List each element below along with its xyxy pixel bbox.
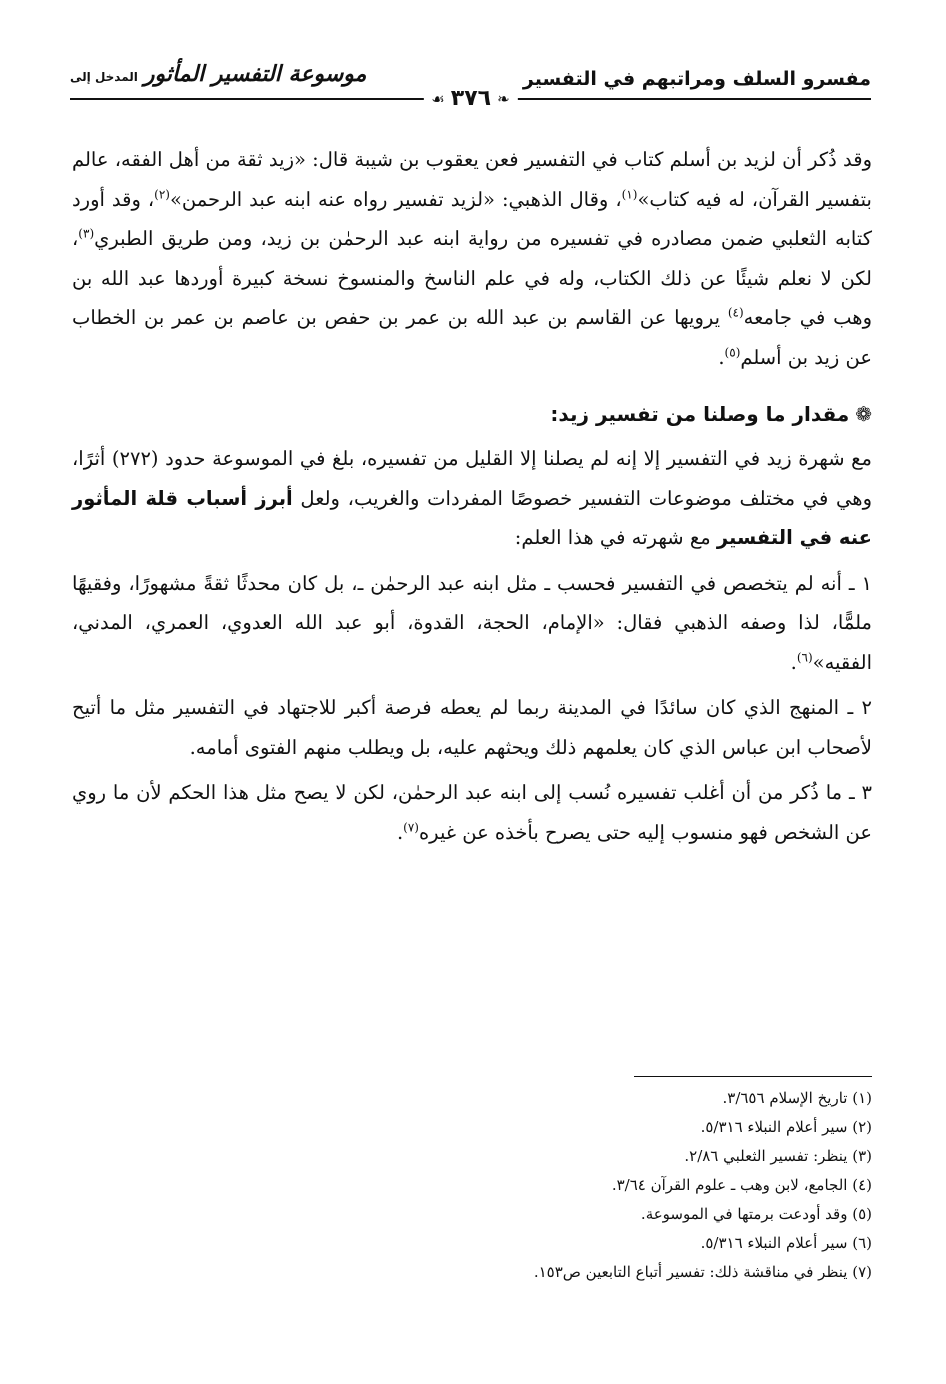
- paragraph-4: [72, 688, 872, 767]
- ornament-left-icon: ☙: [431, 89, 445, 108]
- bold-phrase: أبرز أسباب قلة المأثور عنه في التفسير: [72, 486, 872, 549]
- footnote-ref-4[interactable]: (٤): [727, 305, 744, 320]
- footnote-7: (٧) ينظر في مناقشة ذلك: تفسير أتباع التابعين ص١٥٣.: [533, 1263, 872, 1281]
- footnote-separator: [634, 1076, 872, 1077]
- footnote-3: (٣) ينظر: تفسير الثعلبي ٢/٨٦.: [684, 1147, 872, 1165]
- text-run: مع شهرة زيد في التفسير إلا إنه لم يصلنا إلا القليل من تفسيره، بلغ في الموسوعة حدود (٢٧٢) أثرًا، وهي في مختلف موضوعات التفسير خصوصًا المفردات والغريب، ولعل: [72, 447, 872, 510]
- page-header: [70, 60, 871, 111]
- footnote-2: (٢) سير أعلام النبلاء ٥/٣١٦.: [700, 1118, 872, 1136]
- book-prefix: المدخل إلى: [70, 70, 138, 84]
- chapter-title: مفسرو السلف ومراتبهم في التفسير: [522, 68, 871, 90]
- section-heading: [72, 395, 872, 433]
- section-heading-text: مقدار ما وصلنا من تفسير زيد:: [550, 402, 850, 426]
- paragraph-3: [72, 564, 872, 683]
- text-run: مع شهرته في هذا العلم:: [514, 526, 717, 549]
- paragraph-5: [72, 773, 872, 852]
- text-run: ٢ ـ المنهج الذي كان سائدًا في المدينة ربما لم يعطه فرصة أكبر للاجتهاد في التفسير مثل ما أتيح لأصحاب ابن عباس الذي كان يعلمهم ذلك ويحثهم عليه، بل ويطلب منهم الفتوى أمامه.: [72, 696, 872, 759]
- text-run: يرويها عن القاسم بن عبد الله بن عمر بن حفص بن عاصم بن عمر بن الخطاب عن زيد بن أسلم: [72, 306, 872, 369]
- footnote-1: (١) تاريخ الإسلام ٣/٦٥٦.: [722, 1089, 872, 1107]
- footnote-6: (٦) سير أعلام النبلاء ٥/٣١٦.: [700, 1234, 872, 1252]
- footnote-ref-3[interactable]: (٣): [78, 226, 95, 241]
- text-run: ١ ـ أنه لم يتخصص في التفسير فحسب ـ مثل ابنه عبد الرحمٰن ـ، بل كان محدثًا ثقةً مشهورًا، وفقيهًا ملمًّا، لذا وصفه الذهبي فقال: «الإمام، الحجة، القدوة، أبو عبد الله العدوي، العمري، المدني، الفقيه»: [72, 571, 872, 674]
- text-run: ، وقد أورد كتابه الثعلبي ضمن مصادره في تفسيره من رواية ابنه عبد الرحمٰن بن زيد، ومن طريق الطبري: [72, 187, 872, 250]
- text-run: .: [396, 820, 404, 844]
- text-run: .: [718, 345, 725, 369]
- footnote-ref-6[interactable]: (٦): [796, 650, 813, 664]
- flower-icon: ❁: [855, 402, 872, 426]
- text-run: ، لكن لا نعلم شيئًا عن ذلك الكتاب، وله في علم الناسخ والمنسوخ نسخة كبيرة أوردها عبد الله بن وهب في جامعه: [72, 227, 872, 329]
- page-number: ٣٧٦: [450, 86, 492, 111]
- footnote-ref-5[interactable]: (٥): [724, 345, 741, 359]
- paragraph-1: [72, 140, 872, 377]
- text-run: ٣ ـ ما ذُكر من أن أغلب تفسيره نُسب إلى ابنه عبد الرحمٰن، لكن لا يصح مثل هذا الحكم لأن ما روي عن الشخص فهو منسوب إليه حتى يصرح بأخذه عن غيره: [72, 781, 872, 844]
- footnotes: [72, 1084, 872, 1287]
- paragraph-2: [72, 439, 872, 558]
- footnote-4: (٤) الجامع، لابن وهب ـ علوم القرآن ٣/٦٤.: [611, 1176, 872, 1194]
- main-text: [72, 140, 872, 852]
- book-title: موسوعة التفسير المأثور: [143, 62, 367, 87]
- text-run: .: [790, 650, 797, 674]
- text-run: ، وقال الذهبي: «لزيد تفسير رواه عنه ابنه عبد الرحمن»: [169, 187, 622, 211]
- book-title-block: [70, 62, 366, 87]
- ornament-right-icon: ❧: [497, 89, 510, 108]
- footnote-ref-2[interactable]: (٢): [154, 187, 170, 201]
- text-run: وقد ذُكر أن لزيد بن أسلم كتاب في التفسير فعن يعقوب بن شيبة قال: «زيد ثقة من أهل الفقه، عالم بتفسير القرآن، له فيه كتاب»: [72, 148, 872, 211]
- page-number-box: [423, 86, 517, 111]
- footnote-ref-7[interactable]: (٧): [403, 820, 419, 834]
- footnote-5: (٥) وقد أودعت برمتها في الموسوعة.: [640, 1205, 872, 1223]
- footnote-ref-1[interactable]: (١): [621, 187, 638, 201]
